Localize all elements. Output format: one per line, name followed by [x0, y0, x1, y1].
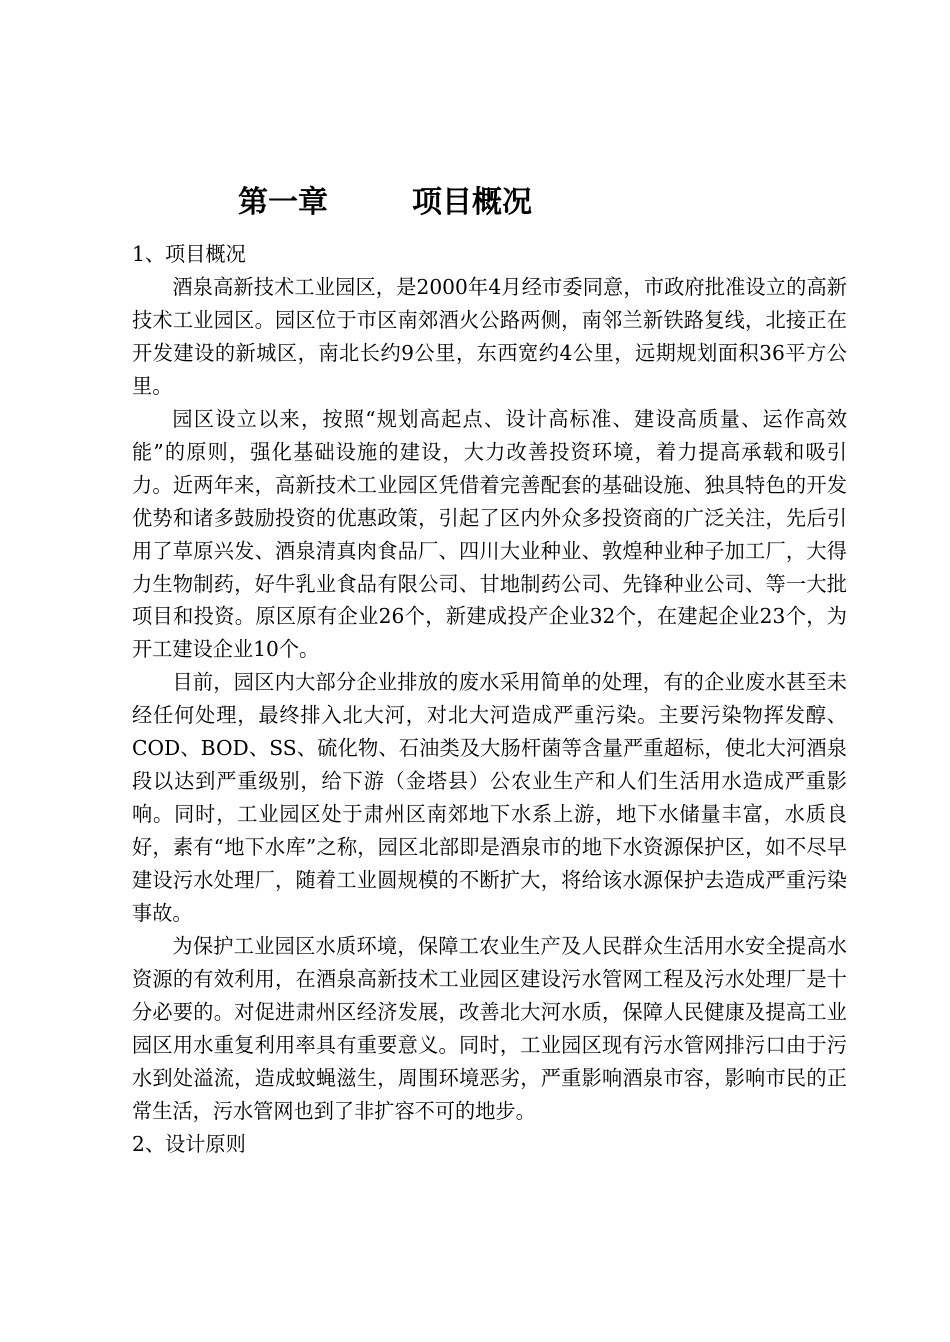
chapter-title: [0, 183, 770, 223]
paragraph-1: 酒泉高新技术工业园区，是2000年4月经市委同意，市政府批准设立的高新技术工业园区。园区位于市区南郊酒火公路两侧，南邻兰新铁路复线，北接正在开发建设的新城区，南北长约9公里，东西宽约4公里，远期规划面积36平方公里。: [132, 274, 847, 398]
paragraph-4: 为保护工业园区水质环境，保障工农业生产及人民群众生活用水安全提高水资源的有效利用，在酒泉高新技术工业园区建设污水管网工程及污水处理厂是十分必要的。对促进肃州区经济发展，改善北大河水质，保障人民健康及提高工业园区用水重复利用率具有重要意义。同时，工业园区现有污水管网排污口由于污水到处溢流，造成蚊蝇滋生，周围环境恶劣，严重影响酒泉市容，影响市民的正常生活，污水管网也到了非扩容不可的地步。: [132, 934, 847, 1123]
section-heading-1: 1、项目概况: [132, 242, 246, 266]
chapter-name: 项目概况: [412, 185, 532, 220]
section-heading-2: 2、设计原则: [132, 1131, 246, 1156]
paragraph-3: 目前，园区内大部分企业排放的废水采用简单的处理，有的企业废水甚至未经任何处理，最终排入北大河，对北大河造成严重污染。主要污染物挥发醇、COD、BOD、SS、硫化物、石油类及大肠杆菌等含量严重超标，使北大河酒泉段以达到严重级别，给下游（金塔县）公农业生产和人们生活用水造成严重影响。同时，工业园区处于肃州区南郊地下水系上游，地下水储量丰富，水质良好，素有“地下水库”之称，园区北部即是酒泉市的地下水资源保护区，如不尽早建设污水处理厂，随着工业圆规模的不断扩大，将给该水源保护去造成严重污染事故。: [132, 670, 847, 926]
document-body: [132, 238, 847, 1161]
paragraph-2: 园区设立以来，按照“规划高起点、设计高标准、建设高质量、运作高效能”的原则，强化基础设施的建设，大力改善投资环境，着力提高承载和吸引力。近两年来，高新技术工业园区凭借着完善配套的基础设施、独具特色的开发优势和诸多鼓励投资的优惠政策，引起了区内外众多投资商的广泛关注，先后引用了草原兴发、酒泉清真肉食品厂、四川大业种业、敦煌种业种子加工厂，大得力生物制药，好牛乳业食品有限公司、甘地制药公司、先锋种业公司、等一大批项目和投资。原区原有企业26个，新建成投产企业32个，在建起企业23个，为开工建设企业10个。: [132, 406, 847, 662]
chapter-number: 第一章: [238, 185, 328, 220]
